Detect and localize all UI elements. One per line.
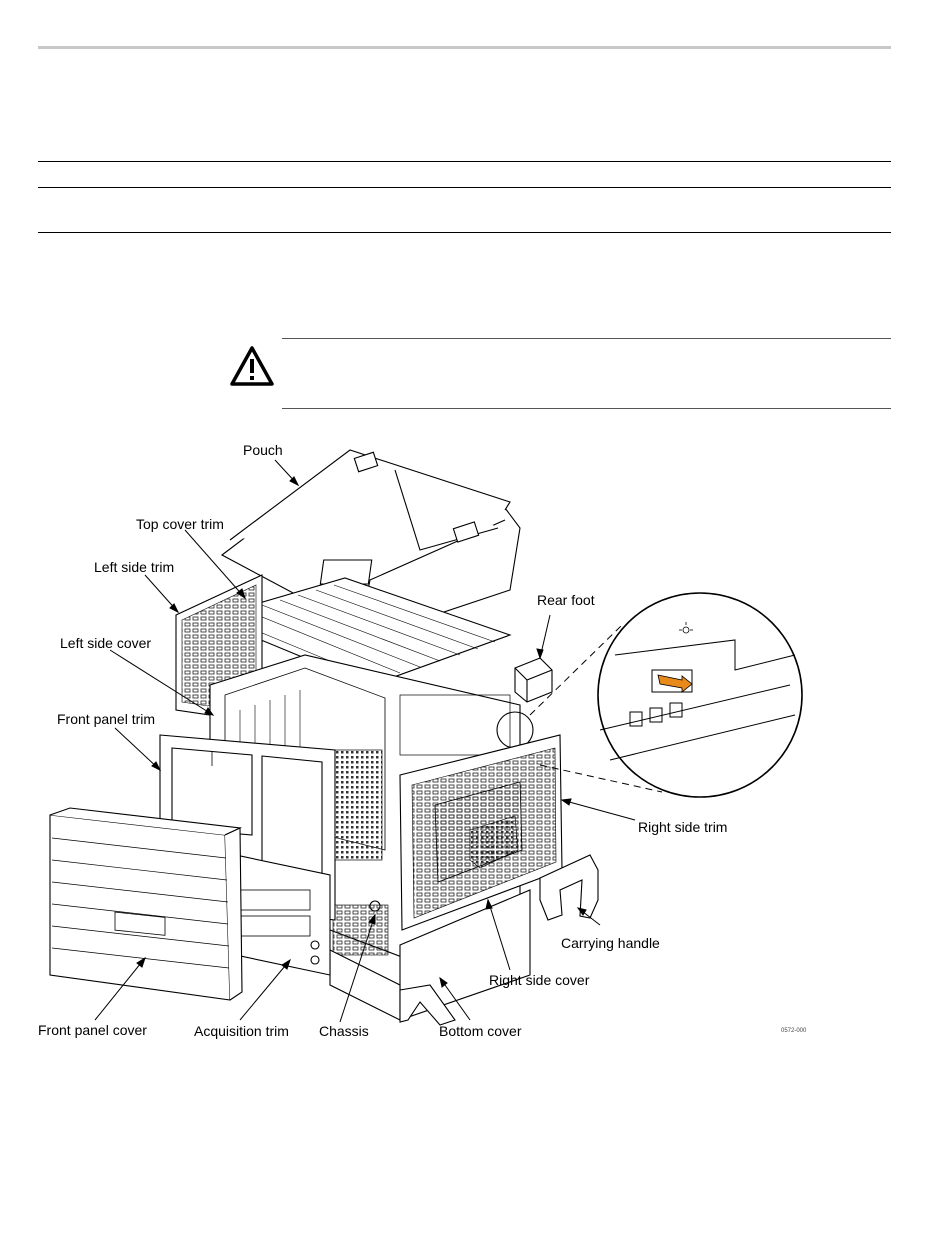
label-right-side-trim: Right side trim <box>638 819 728 835</box>
detail-magnifier <box>598 593 802 797</box>
label-chassis: Chassis <box>319 1023 369 1039</box>
label-top-cover-trim: Top cover trim <box>136 516 224 532</box>
label-front-panel-trim: Front panel trim <box>57 711 156 727</box>
warning-rule-bottom <box>282 408 891 409</box>
rear-foot-part <box>515 658 552 702</box>
warning-triangle-icon <box>230 346 274 386</box>
figure-id: 0572-000 <box>781 1028 807 1034</box>
label-right-side-cover: Right side cover <box>489 972 590 988</box>
label-pouch: Pouch <box>243 442 283 458</box>
label-carrying-handle: Carrying handle <box>561 935 660 951</box>
exploded-cover-diagram <box>0 430 950 1050</box>
front-panel-cover-part <box>50 808 242 1000</box>
label-front-panel-cover: Front panel cover <box>38 1022 147 1038</box>
label-acquisition-trim: Acquisition trim <box>194 1023 289 1039</box>
section-rule-3 <box>38 232 891 233</box>
label-bottom-cover: Bottom cover <box>439 1023 522 1039</box>
section-rule-2 <box>38 187 891 188</box>
label-left-side-cover: Left side cover <box>60 635 152 651</box>
header-rule <box>38 46 891 49</box>
section-rule-1 <box>38 161 891 162</box>
label-rear-foot: Rear foot <box>537 592 595 608</box>
label-left-side-trim: Left side trim <box>94 559 175 575</box>
warning-rule-top <box>282 338 891 339</box>
